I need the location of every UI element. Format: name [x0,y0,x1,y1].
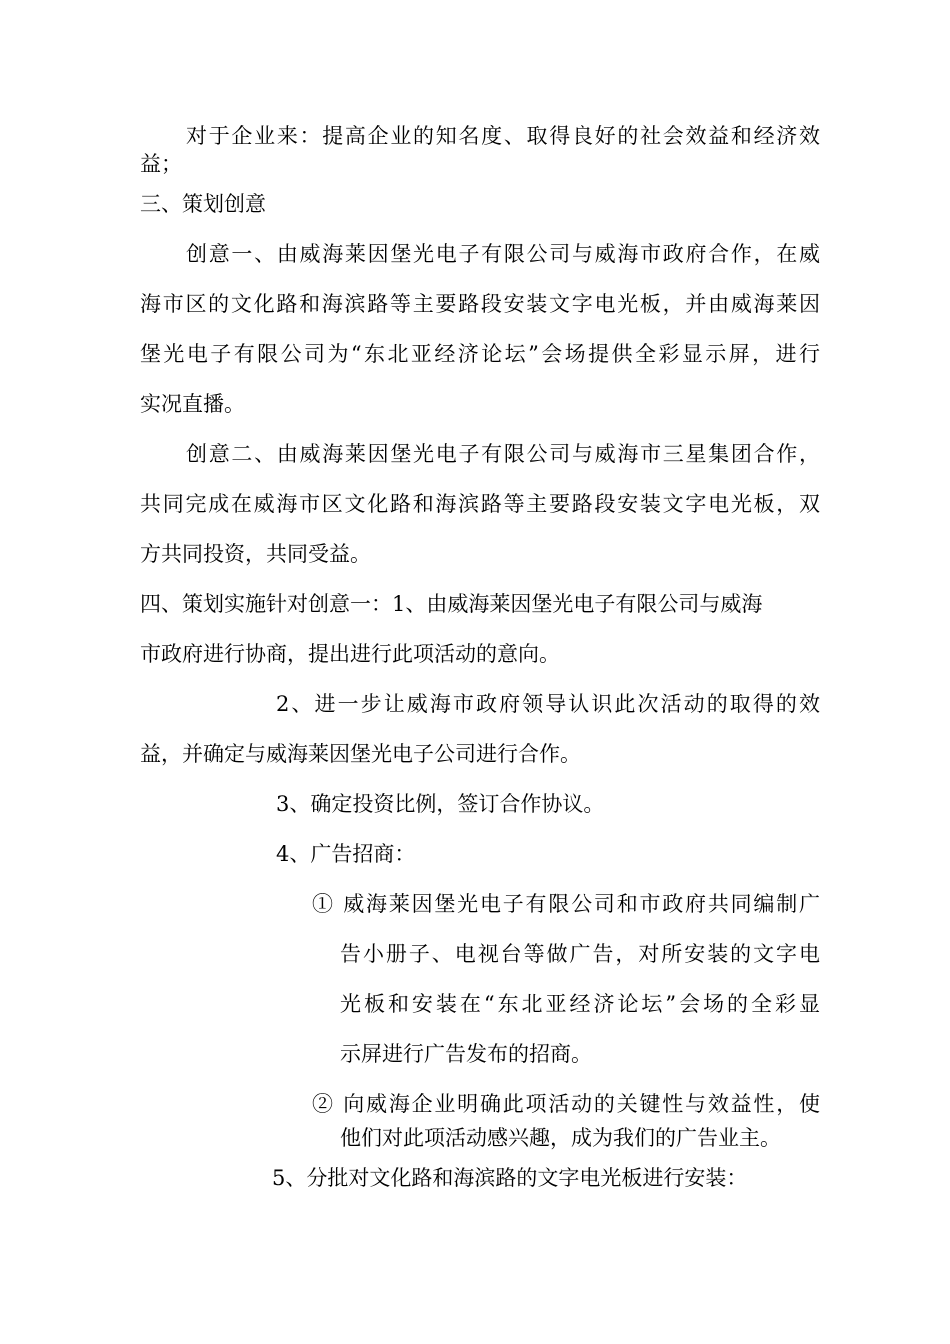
paragraph-line: 对于企业来：提高企业的知名度、取得良好的社会效益和经济效 [186,124,820,148]
paragraph-line: 益，并确定与威海莱因堡光电子公司进行合作。 [140,742,581,766]
sub-list-item: ① 威海莱因堡光电子有限公司和市政府共同编制广 [312,892,820,916]
sub-list-item: ② 向威海企业明确此项活动的关键性与效益性，使 [312,1092,820,1116]
list-item: 2、进一步让威海市政府领导认识此次活动的取得的效 [276,692,820,716]
section-heading: 三、策划创意 [140,192,266,216]
sub-list-item: 告小册子、电视台等做广告，对所安装的文字电 [340,942,820,966]
sub-list-item: 光板和安装在“东北亚经济论坛”会场的全彩显 [340,992,820,1016]
list-item: 3、确定投资比例，签订合作协议。 [276,792,605,816]
paragraph-line: 海市区的文化路和海滨路等主要路段安装文字电光板，并由威海莱因 [140,292,820,316]
paragraph-line: 创意一、由威海莱因堡光电子有限公司与威海市政府合作，在威 [186,242,820,266]
paragraph-line: 市政府进行协商，提出进行此项活动的意向。 [140,642,560,666]
sub-list-item: 他们对此项活动感兴趣，成为我们的广告业主。 [340,1126,781,1150]
paragraph-line: 实况直播。 [140,392,245,416]
paragraph-line: 共同完成在威海市区文化路和海滨路等主要路段安装文字电光板，双 [140,492,820,516]
section-heading: 四、策划实施针对创意一：1、由威海莱因堡光电子有限公司与威海 [140,592,763,616]
paragraph-line: 益； [140,152,182,176]
paragraph-line: 方共同投资，共同受益。 [140,542,371,566]
paragraph-line: 堡光电子有限公司为“东北亚经济论坛”会场提供全彩显示屏，进行 [140,342,820,366]
list-item: 5、分批对文化路和海滨路的文字电光板进行安装： [272,1166,748,1190]
paragraph-line: 创意二、由威海莱因堡光电子有限公司与威海市三星集团合作， [186,442,820,466]
sub-list-item: 示屏进行广告发布的招商。 [340,1042,592,1066]
list-item: 4、广告招商： [276,842,416,866]
